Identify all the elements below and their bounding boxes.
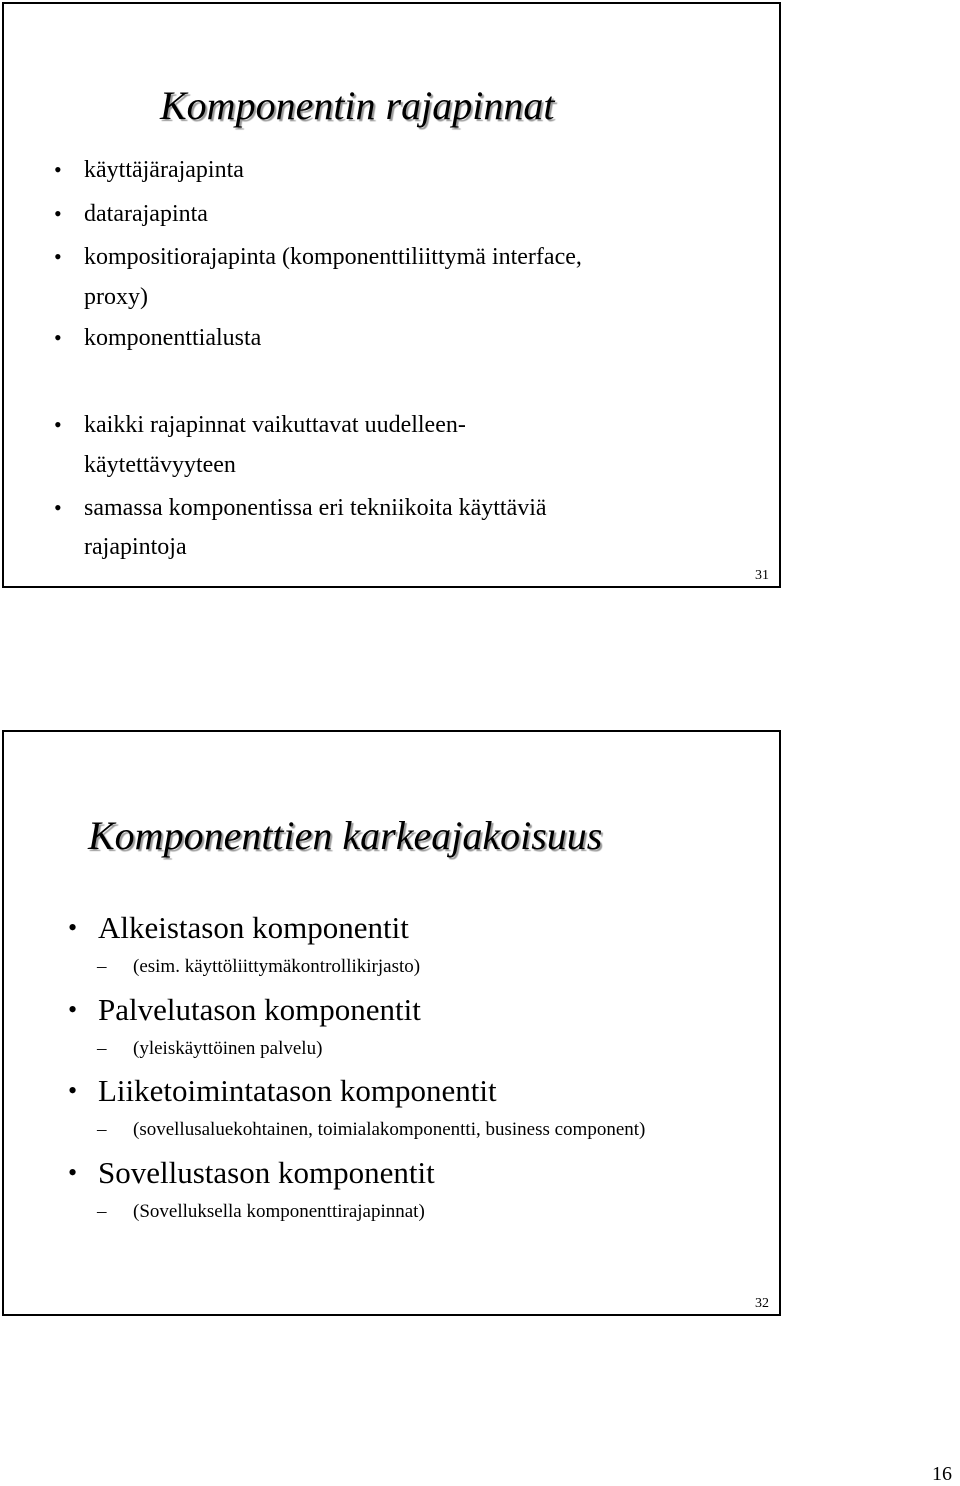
list-item: • kaikki rajapinnat vaikuttavat uudelleen-	[84, 404, 466, 446]
bullet-icon: •	[68, 913, 78, 942]
list-item: • Palvelutason komponentit	[68, 992, 421, 1027]
list-item-continuation: käytettävyyteen	[84, 452, 236, 478]
dash-icon: –	[97, 956, 107, 977]
page-number: 16	[932, 1463, 952, 1485]
dash-icon: –	[97, 1119, 107, 1140]
slide-32	[2, 730, 781, 1316]
list-item: • Alkeistason komponentit	[68, 910, 409, 945]
bullet-icon: •	[54, 495, 62, 520]
sub-item: – (Sovelluksella komponenttirajapinnat)	[97, 1201, 425, 1222]
slide-number: 31	[755, 568, 769, 583]
list-item: • käyttäjärajapinta	[84, 149, 244, 191]
list-item-continuation: rajapintoja	[84, 534, 187, 560]
slide-number: 32	[755, 1296, 769, 1311]
list-item: • samassa komponentissa eri tekniikoita käyttäviä	[84, 487, 547, 529]
sub-item: – (esim. käyttöliittymäkontrollikirjasto)	[97, 956, 421, 977]
bullet-icon: •	[54, 412, 62, 437]
bullet-icon: •	[68, 995, 78, 1024]
list-item-continuation: proxy)	[84, 284, 148, 310]
list-item: • datarajapinta	[84, 193, 208, 235]
list-item: • Liiketoimintatason komponentit	[68, 1073, 497, 1108]
list-item: • kompositiorajapinta (komponenttiliittymä interface,	[84, 236, 582, 278]
slide-title: Komponenttien karkeajakoisuus	[88, 813, 603, 858]
bullet-icon: •	[54, 325, 62, 350]
bullet-icon: •	[68, 1076, 78, 1105]
list-item: • komponenttialusta	[84, 317, 261, 359]
bullet-icon: •	[54, 201, 62, 226]
bullet-icon: •	[54, 157, 62, 182]
sub-item: – (yleiskäyttöinen palvelu)	[97, 1038, 323, 1059]
bullet-icon: •	[68, 1158, 78, 1187]
slide-title: Komponentin rajapinnat	[160, 83, 555, 128]
list-item: • Sovellustason komponentit	[68, 1155, 435, 1190]
slide-31	[2, 2, 781, 588]
bullet-icon: •	[54, 244, 62, 269]
dash-icon: –	[97, 1201, 107, 1222]
sub-item: – (sovellusaluekohtainen, toimialakomponentti, business component)	[97, 1119, 646, 1140]
dash-icon: –	[97, 1038, 107, 1059]
